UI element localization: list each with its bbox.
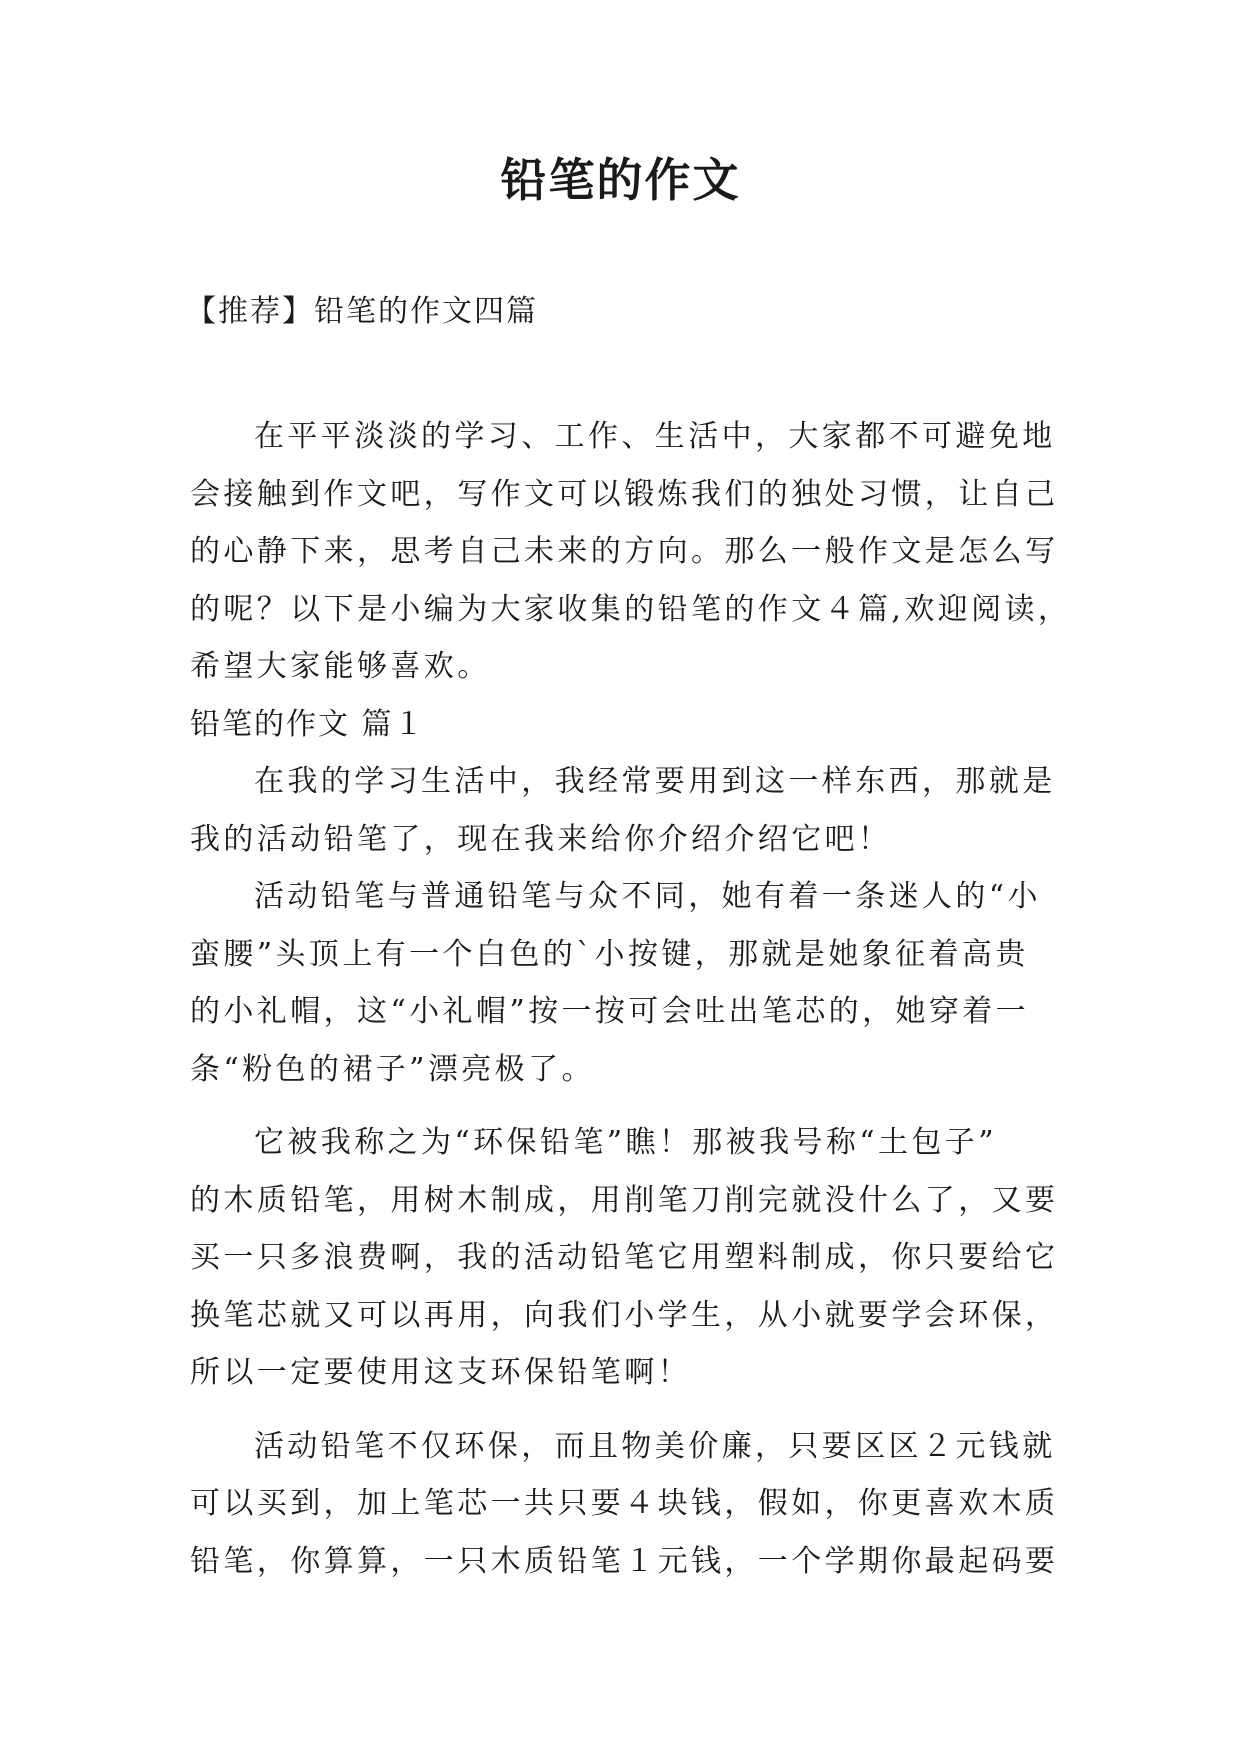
text-line: 它被我称之为“环保铅笔”瞧！那被我号称“土包子” xyxy=(254,1125,997,1160)
text-line: 的木质铅笔，用树木制成，用削笔刀削完就没什么了，又要 xyxy=(190,1182,1059,1218)
text-line: 的心静下来，思考自己未来的方向。那么一般作文是怎么写 xyxy=(190,534,1059,569)
text-line: 我的活动铅笔了，现在我来给你介绍介绍它吧！ xyxy=(190,821,892,857)
text-line: 换笔芯就又可以再用，向我们小学生，从小就要学会环保， xyxy=(190,1297,1059,1333)
text-line: 希望大家能够喜欢。 xyxy=(190,649,491,684)
text-line: 的呢？以下是小编为大家收集的铅笔的作文４篇,欢迎阅读， xyxy=(190,591,1072,627)
paragraph-3 xyxy=(190,1114,1059,1402)
text-line: 所以一定要使用这支环保铅笔啊！ xyxy=(190,1355,691,1390)
text-line: 的小礼帽，这“小礼帽”按一按可会吐出笔芯的，她穿着一 xyxy=(190,994,1030,1029)
document-body xyxy=(190,408,1072,1590)
paragraph-2 xyxy=(190,868,1052,1098)
intro-paragraph xyxy=(190,408,1072,696)
text-line: 买一只多浪费啊，我的活动铅笔它用塑料制成，你只要给它 xyxy=(190,1240,1059,1275)
text-line: 铅笔，你算算，一只木质铅笔１元钱，一个学期你最起码要 xyxy=(190,1543,1059,1579)
text-line: 会接触到作文吧，写作文可以锻炼我们的独处习惯，让自己 xyxy=(190,476,1059,512)
text-line: 条“粉色的裙子”漂亮极了。 xyxy=(190,1051,595,1087)
section-heading: 铅笔的作文 篇１ xyxy=(190,706,426,742)
text-line: 可以买到，加上笔芯一共只要４块钱，假如，你更喜欢木质 xyxy=(190,1486,1059,1521)
document-subtitle: 【推荐】铅笔的作文四篇 xyxy=(186,294,538,329)
text-line: 蛮腰”头顶上有一个白色的`小按键，那就是她象征着高贵 xyxy=(190,936,1029,972)
paragraph-4 xyxy=(190,1418,1059,1591)
text-line: 在平平淡淡的学习、工作、生活中，大家都不可避免地 xyxy=(254,419,1056,454)
text-line: 在我的学习生活中，我经常要用到这一样东西，那就是 xyxy=(254,764,1056,799)
paragraph-spacer xyxy=(190,1402,1052,1418)
text-line: 活动铅笔与普通铅笔与众不同，她有着一条迷人的“小 xyxy=(254,879,1041,914)
paragraph-spacer xyxy=(190,1098,1052,1114)
text-line: 活动铅笔不仅环保，而且物美价廉，只要区区２元钱就 xyxy=(254,1428,1056,1464)
document-title: 铅笔的作文 xyxy=(500,153,741,207)
paragraph-1 xyxy=(190,753,1056,868)
